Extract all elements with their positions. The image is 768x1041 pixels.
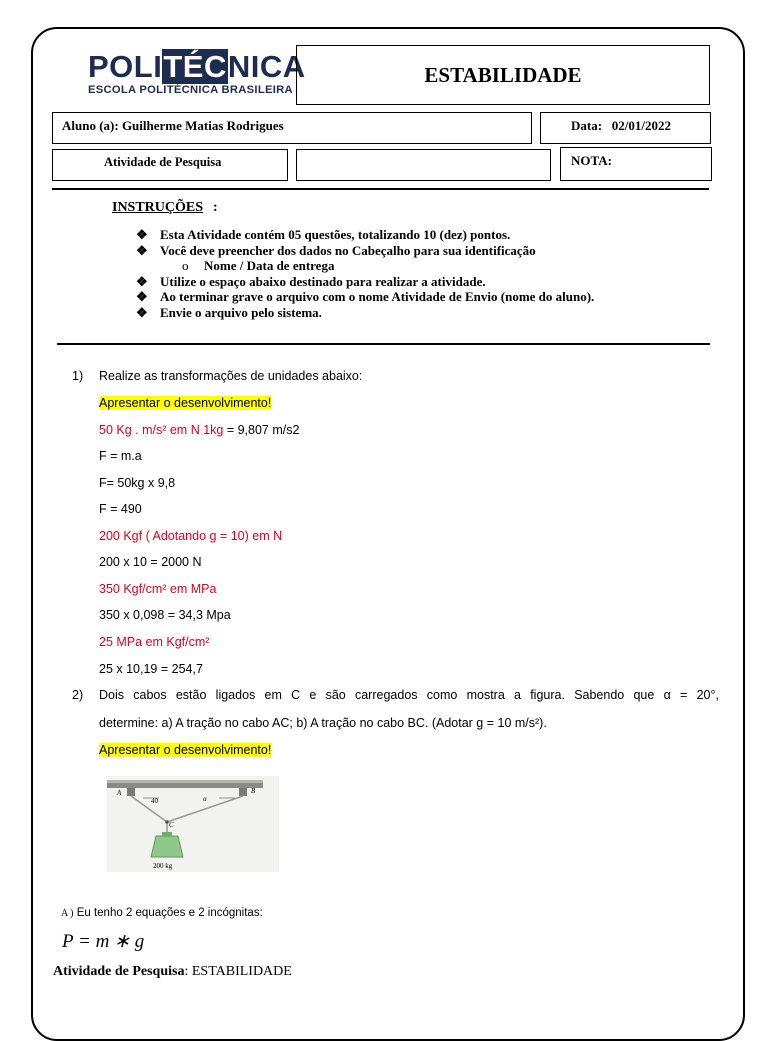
q2-word: como [426,688,458,702]
q1-line: F = 490 [99,502,142,516]
q2-word: ligados [215,688,256,702]
student-name-field[interactable]: Aluno (a): Guilherme Matias Rodrigues [52,112,532,144]
date-field[interactable] [540,112,711,144]
q2-prompt-line1 [99,688,719,702]
q2-word: α [663,688,671,702]
q1-line: 200 x 10 = 2000 N [99,555,202,569]
grade-field[interactable]: NOTA: [560,147,712,181]
q1-line: F = m.a [99,449,142,463]
politecnica-logo: POLITÉCNICA ESCOLA POLITÉCNICA BRASILEIRA [88,49,306,96]
label-c: C [169,821,174,829]
q1-line: F= 50kg x 9,8 [99,476,176,490]
q1-highlight: Apresentar o desenvolvimento! [99,396,272,410]
q2-word: Dois [99,688,125,702]
list-item: o Nome / Data de entrega [182,258,335,273]
q1-prompt: Realize as transformações de unidades abaixo: [99,369,363,383]
instructions-divider [57,343,710,345]
q2-word: C [291,688,301,702]
list-item: ❖ Você deve preencher dos dados no Cabeçalho para sua identificação [136,242,536,258]
blank-field[interactable] [296,149,551,181]
q2-word: estão [175,688,207,702]
answer-a: A ) Eu tenho 2 equações e 2 incógnitas: [61,907,263,919]
header-divider [52,188,709,190]
angle-right: α [203,795,207,803]
q2-word: Sabendo [574,688,625,702]
q2-word: e [309,688,317,702]
q2-word: cabos [133,688,167,702]
q1-line: 350 x 0,098 = 34,3 Mpa [99,608,231,622]
q1-line: 50 Kg . m/s² em N 1kg = 9,807 m/s2 [99,423,300,437]
q2-word: 20°, [696,688,719,702]
q2-number: 2) [72,688,84,702]
page-footer: Atividade de Pesquisa: ESTABILIDADE [53,964,292,979]
q2-word: carregados [354,688,418,702]
list-item: ❖ Ao terminar grave o arquivo com o nome Atividade de Envio (nome do aluno). [136,289,595,304]
q1-line: 350 Kgf/cm² em MPa [99,582,217,596]
q2-word: = [680,688,688,702]
q2-word: são [325,688,346,702]
instructions-list [136,227,594,320]
q2-highlight: Apresentar o desenvolvimento! [99,743,272,757]
list-item: ❖ Utilize o espaço abaixo destinado para realizar a atividade. [136,273,486,289]
list-item: ❖ Esta Atividade contém 05 questões, totalizando 10 (dez) pontos. [136,227,511,242]
label-a: A [117,789,122,797]
instructions-colon: : [213,200,218,215]
q1-line: 25 MPa em Kgf/cm² [99,635,210,649]
q2-word: figura. [530,688,565,702]
mass-label: 200 kg [153,862,173,870]
cable-diagram [107,776,279,872]
angle-left: 40 [151,797,158,805]
q1-number: 1) [72,369,84,383]
q2-word: que [633,688,655,702]
formula: P = m ∗ g [62,931,145,952]
q1-line: 200 Kgf ( Adotando g = 10) em N [99,529,283,543]
logo-subtitle: ESCOLA POLITÉCNICA BRASILEIRA [88,84,293,96]
q1-line: 25 x 10,19 = 254,7 [99,662,203,676]
label-b: B [251,787,256,795]
q2-word: em [264,688,282,702]
q2-word: mostra [466,688,505,702]
q2-word: a [514,688,521,702]
instructions-heading: INSTRUÇÕES [112,200,204,215]
date-value: 02/01/2022 [611,118,672,133]
list-item: ❖ Envie o arquivo pelo sistema. [136,304,322,320]
cable-figure [107,776,279,872]
course-title: ESTABILIDADE [296,45,710,105]
activity-type-field: Atividade de Pesquisa [52,149,288,181]
date-label: Data: [571,118,603,133]
q2-prompt-line2: determine: a) A tração no cabo AC; b) A tração no cabo BC. (Adotar g = 10 m/s²). [99,716,547,730]
